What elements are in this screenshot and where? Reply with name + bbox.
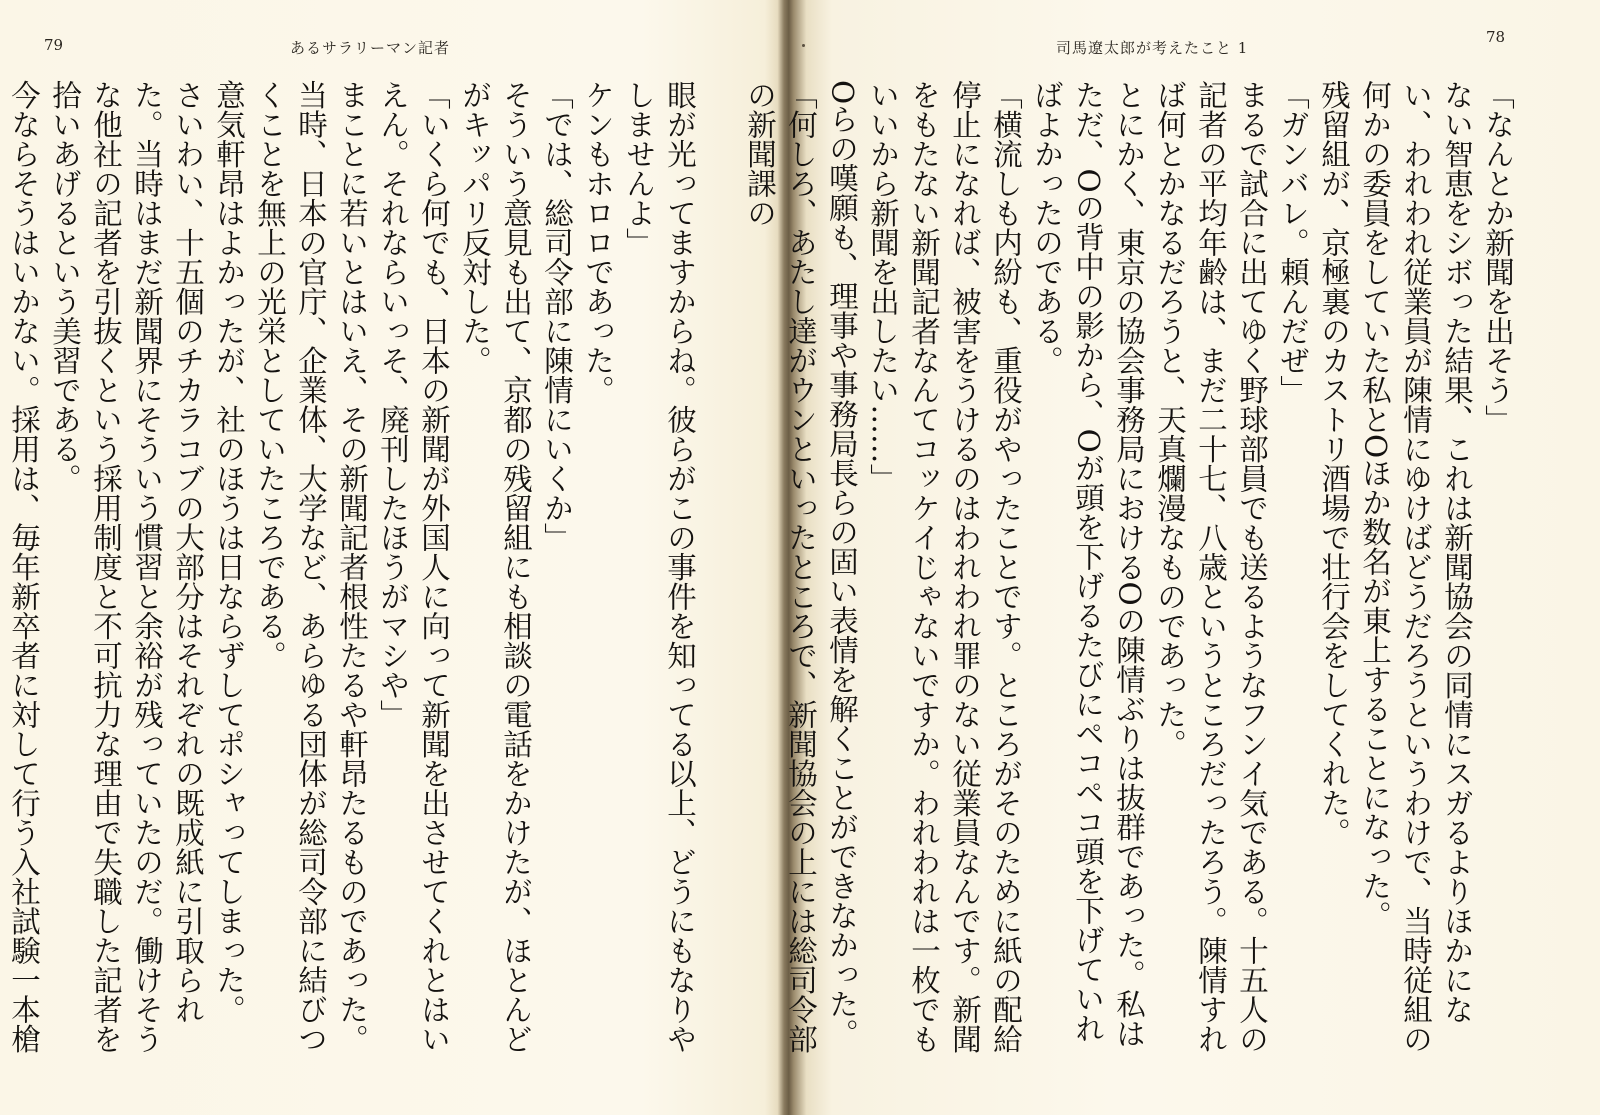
body-text-right: [743, 80, 1518, 1070]
paragraph: 「横流しも内紛も、重役がやったことです。ところがそのために紙の配給停止になれば、被害をうけるのはわれわれ罪のない従業員なんです。新聞をもたない新聞記者なんてコッケイじゃないですか。われわれは一枚でもいいから新聞を出したい……」: [866, 80, 1023, 1054]
paragraph: 「いくら何でも、日本の新聞が外国人に向って新聞を出させてくれとはいえん。それならいっそ、廃刊したほうがマシや」: [376, 80, 451, 1054]
paragraph: まるで試合に出てゆく野球部員でも送るようなフンイ気である。十五人の記者の平均年齢は、まだ二十七、八歳というところだったろう。陳情すれば何とかなるだろうと、天真爛漫なものであった。: [1153, 80, 1269, 1054]
body-text-left: [7, 80, 700, 1070]
paragraph: 意気軒昂はよかったが、社のほうは日ならずしてポシャってしまった。: [212, 80, 246, 1024]
right-page: [743, 0, 1600, 1115]
paragraph: 「何しろ、あたし達がウンといったところで、新聞協会の上には総司令部の新聞課の: [743, 80, 818, 1054]
paragraph: まことに若いとはいえ、その新聞記者根性たるや軒昂たるものであった。当時、日本の官庁、企業体、大学など、あらゆる団体が総司令部に結びつくことを無上の光栄としていたころである。: [253, 80, 369, 1054]
page-number-left: 79: [44, 36, 64, 54]
paragraph: ない智恵をシボった結果、これは新聞協会の同情にスガるよりほかにない、われわれ従業員が陳情にゆけばどうだろうというわけで、当時従組の何かの委員をしていた私とOほか数名が東上することになった。: [1358, 80, 1474, 1054]
paragraph: 「では、総司令部に陳情にいくか」: [540, 80, 574, 552]
paragraph: とにかく、東京の協会事務局におけるOの陳情ぶりは抜群であった。私はただ、Oの背中の影から、Oが頭を下げるたびにペコペコ頭を下げていればよかったのである。: [1030, 80, 1146, 1049]
running-head-left: あるサラリーマン記者: [290, 39, 451, 57]
paragraph: 眼が光ってますからね。彼らがこの事件を知ってる以上、どうにもなりやしませんよ」: [622, 80, 697, 1054]
paragraph: Oらの嘆願も、理事や事務局長らの固い表情を解くことができなかった。: [825, 80, 859, 1049]
paragraph: ケンもホロロであった。: [581, 80, 615, 405]
paragraph: 「なんとか新聞を出そう」: [1481, 80, 1515, 434]
paragraph: 今ならそうはいかない。採用は、毎年新卒者に対して行う入社試験一本槍: [7, 80, 41, 1054]
paragraph: さいわい、十五個のチカラコブの大部分はそれぞれの既成紙に引取られた。当時はまだ新聞界にそういう慣習と余裕が残っていたのだ。働けそうな他社の記者を引抜くという採用制度と不可抗力な理由で失職した記者を拾いあげるという美習である。: [48, 80, 205, 1054]
print-speck: [802, 44, 805, 47]
paragraph: そういう意見も出て、京都の残留組にも相談の電話をかけたが、ほとんどがキッパリ反対した。: [458, 80, 533, 1054]
page-number-right: 78: [1486, 28, 1506, 46]
paragraph: 「ガンバレ。頼んだぜ」: [1276, 80, 1310, 405]
running-head-right: 司馬遼太郎が考えたこと 1: [1056, 39, 1249, 57]
left-page: [0, 0, 782, 1115]
paragraph: 残留組が、京極裏のカストリ酒場で壮行会をしてくれた。: [1317, 80, 1351, 847]
